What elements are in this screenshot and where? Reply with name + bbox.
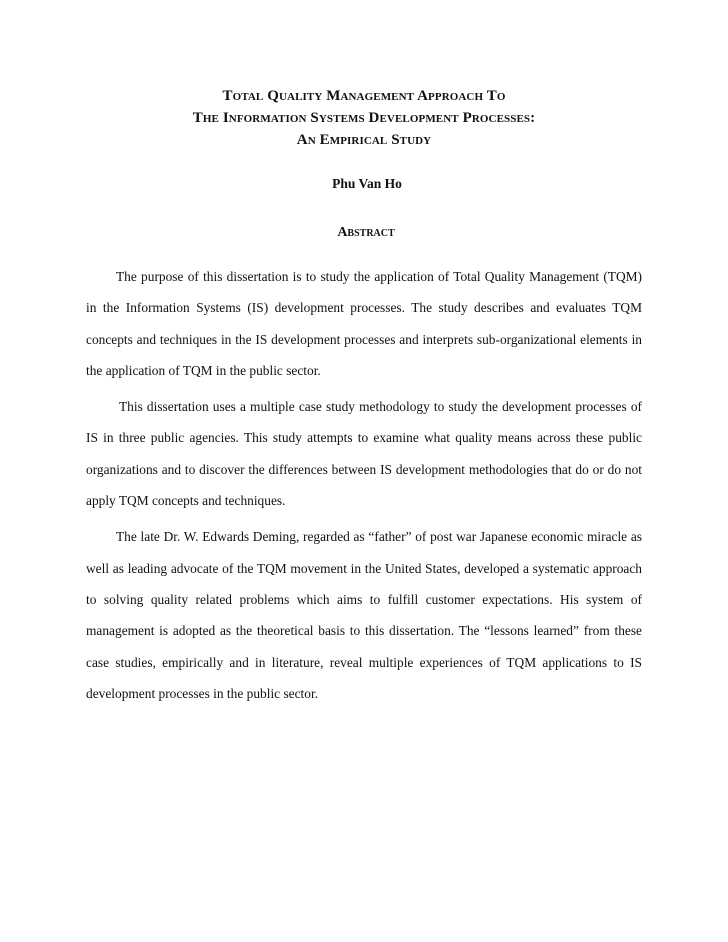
abstract-paragraph-3: The late Dr. W. Edwards Deming, regarded as “father” of post war Japanese economic miracle as well as leading advocate of the TQM movement in the United States, developed a systematic approach to solving quality related problems which aims to fulfill customer expectations. His system of management is adopted as the theoretical basis to this dissertation. The “lessons learned” from these case studies, empirically and in literature, reveal multiple experiences of TQM applications to IS development processes in the public sector. [86,529,642,701]
dissertation-title [0,85,728,151]
author-name: Phu Van Ho [332,176,402,191]
title-line-1: Total Quality Management Approach To [222,88,506,104]
title-line-2: The Information Systems Development Processes: [192,110,536,126]
title-line-3: An Empirical Study [296,132,432,148]
abstract-body [86,261,642,709]
abstract-paragraph-1: The purpose of this dissertation is to study the application of Total Quality Management (TQM) in the Information Systems (IS) development processes. The study describes and evaluates TQM concepts and techniques in the IS development processes and interprets sub-organizational elements in the application of TQM in the public sector. [86,269,642,378]
abstract-heading: Abstract [337,225,395,240]
abstract-paragraph-2: This dissertation uses a multiple case study methodology to study the development processes of IS in three public agencies. This study attempts to examine what quality means across these public organizations and to discover the differences between IS development methodologies that do or do not apply TQM concepts and techniques. [86,399,642,509]
